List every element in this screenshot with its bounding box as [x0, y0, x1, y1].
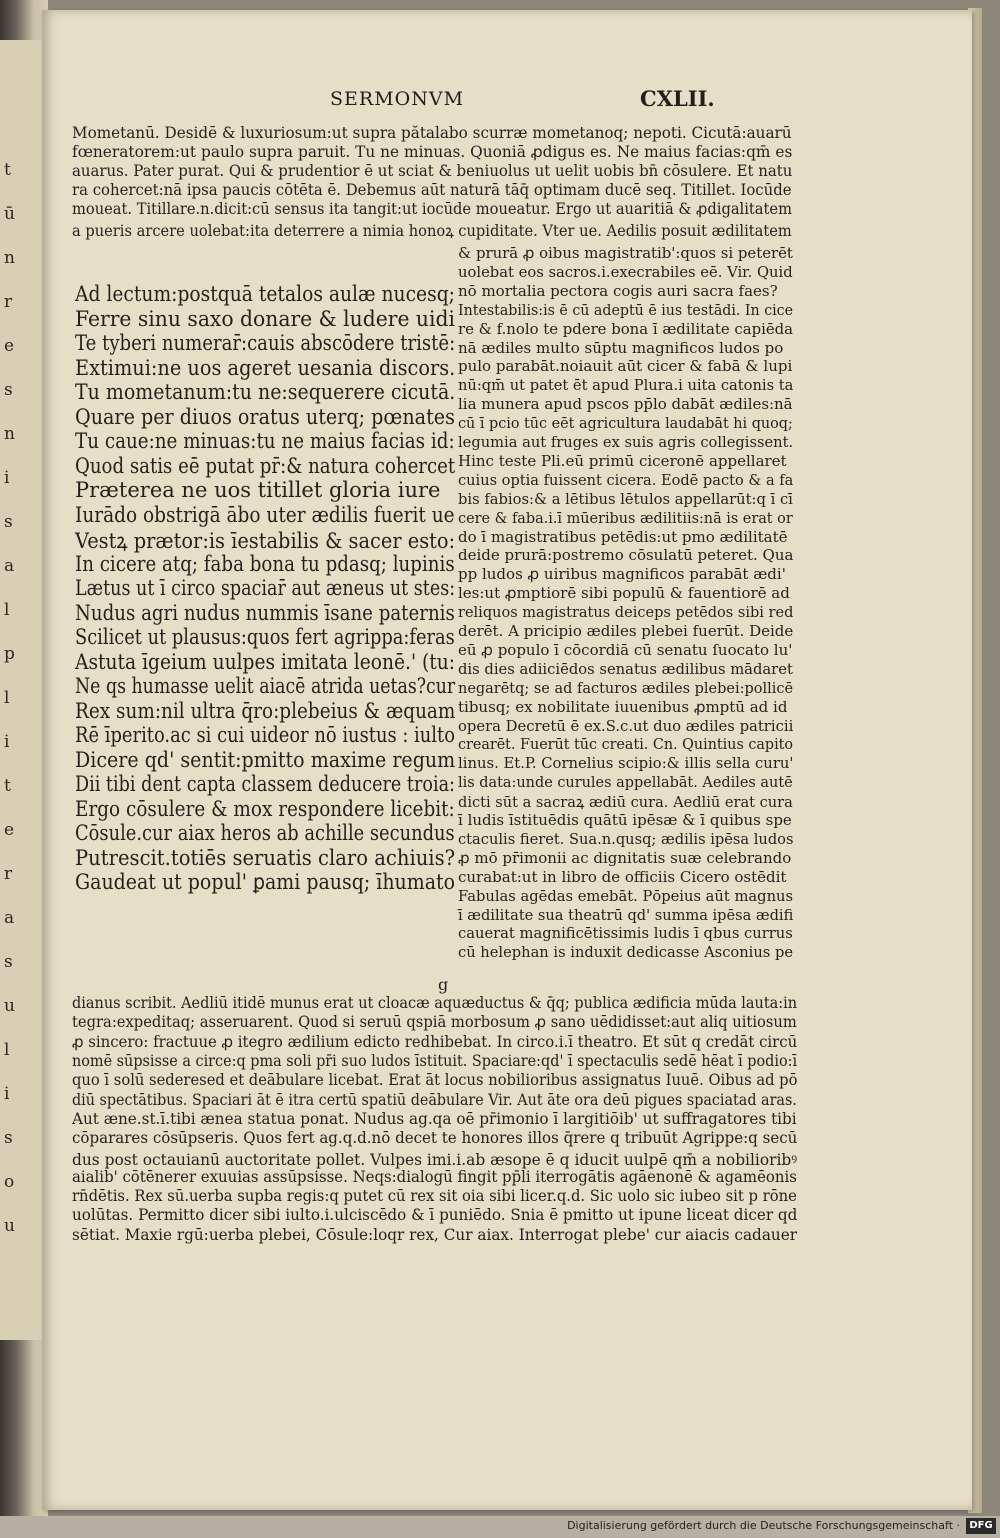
- verse-line: Rex sum:nil ultra q̄ro:plebeius & æquam: [75, 698, 456, 723]
- verse-line: Putrescit.totiēs seruatis claro achiuis?: [75, 845, 456, 870]
- left-page-glyph: p: [4, 644, 16, 664]
- commentary-line: legumia aut fruges ex suis agris collegissent.: [458, 433, 794, 451]
- commentary-line: cōparares cōsūpseris. Quos fert ag.q.d.nō decet te honores illos q̄rere q tribuūt Agrippe:q secū: [72, 1129, 798, 1148]
- commentary-line: tibusq; ex nobilitate iuuenibus ꝓmptū ad id: [458, 697, 788, 716]
- left-page-fragment: [0, 40, 46, 1340]
- verse-line: Rē īperito.ac si cui uideor nō iustus : iulto: [75, 723, 455, 747]
- commentary-line: negarētq; se ad facturos ædiles plebei:pollicē: [458, 678, 794, 697]
- commentary-line: tegra:expeditaq; asseruarent. Quod si seruū qspiā morbosum ꝓ sano uēdidisset:aut aliq uitiosum: [72, 1013, 797, 1032]
- commentary-line: les:ut ꝓmptiorē sibi populū & fauentiorē ad: [458, 584, 790, 603]
- footer-credit: Digitalisierung gefördert durch die Deutsche Forschungsgemeinschaft ·: [567, 1519, 960, 1532]
- left-page-glyph: i: [4, 732, 11, 752]
- verse-line: Tu mometanum:tu ne:sequerere cicutā.: [75, 380, 456, 404]
- left-page-glyph: s: [4, 512, 14, 532]
- left-page-glyph: e: [4, 336, 16, 356]
- verse-line: Quare per diuos oratus uterq; pœnates: [75, 404, 455, 429]
- commentary-line: lis data:unde curules appellabāt. Aediles autē: [458, 773, 793, 792]
- left-page-glyph: r: [4, 292, 14, 312]
- commentary-line: bis fabios:& a lētibus lētulos appellarūt:q ī cī: [458, 489, 793, 508]
- commentary-line: curabat:ut in libro de officiis Cicero ostēdit: [458, 867, 787, 886]
- commentary-line: nū:qm̄ ut patet ēt apud Plura.i uita catonis ta: [458, 376, 794, 395]
- commentary-line: moueat. Titillare.n.dicit:cū sensus ita tangit:ut iocūde moueatur. Ergo ut auaritiā & ꝓdigalitatem: [72, 200, 792, 218]
- commentary-line: Aut æne.st.ī.tibi ænea statua ponat. Nudus ag.qa oē pr̄imonio ī largitiōib' ut suffragatores tibi: [72, 1109, 797, 1128]
- left-page-glyph: s: [4, 952, 14, 972]
- commentary-line: sētiat. Maxie rgū:uerba plebei, Cōsule:loqr rex, Cur aiax. Interrogat plebe' cur aiacis cadauer: [72, 1225, 798, 1244]
- running-header-title: SERMONVM: [330, 88, 465, 110]
- left-page-glyph: s: [4, 380, 14, 400]
- verse-line: Lætus ut ī circo spaciar̄ aut æneus ut stes:: [75, 576, 456, 600]
- left-page-glyph: n: [4, 248, 16, 268]
- left-page-glyph: r: [4, 864, 14, 884]
- commentary-line: dicti sūt a sacraꝝ ædiū cura. Aedliū erat cura: [458, 793, 793, 812]
- commentary-line: cauerat magnificētissimis ludis ī qbus currus: [458, 924, 793, 943]
- left-page-glyph: u: [4, 1216, 16, 1236]
- commentary-line: nomē sūpsisse a circe:q pma soli pr̄i suo ludos īstituit. Spaciare:qd' ī spectaculis sedē hēat ī podio:ī: [72, 1051, 798, 1070]
- commentary-line: ctaculis fieret. Sua.n.qusq; ædilis ipēsa ludos: [458, 829, 794, 848]
- stray-mark: g: [438, 975, 449, 994]
- commentary-line: cū helephan is induxit dedicasse Asconius pe: [458, 943, 794, 962]
- verse-line: Ad lectum:postquā tetalos aulæ nucesq;: [75, 282, 455, 306]
- left-page-glyph: e: [4, 820, 16, 840]
- commentary-line: nō mortalia pectora cogis auri sacra faes?: [458, 281, 778, 300]
- verse-line: Ferre sinu saxo donare & ludere uidi: [75, 306, 456, 331]
- commentary-line: ꝓ sincero: fractuue ꝓ itegro ædilium edicto redhibebat. In circo.i.ī theatro. Et sūt q credāt circū: [72, 1032, 798, 1051]
- commentary-line: dus post octauianū auctoritate pollet. Vulpes imi.i.ab æsope ē q iducit uulpē qm̄ a nobilioribꝰ: [72, 1151, 798, 1170]
- commentary-line: dianus scribit. Aedliū itidē munus erat ut cloacæ aquæductus & q̄q; publica ædificia mūda lauta:in: [72, 994, 798, 1012]
- verse-line: Tu caue:ne minuas:tu ne maius facias id:: [75, 429, 455, 453]
- commentary-line: ra cohercet:nā ipsa paucis cōtēta ē. Debemus aūt naturā tāq̄ optimam ducē seq. Titillet. Iocūde: [72, 181, 792, 199]
- verse-line: Scilicet ut plausus:quos fert agrippa:feras: [75, 625, 455, 649]
- left-page-glyph: ū: [4, 204, 16, 224]
- verse-line: Nudus agri nudus nummis īsane paternis: [75, 600, 455, 625]
- commentary-line: aialib' cōtēnerer exuuias assūpsisse. Neqs:dialogū fingit pp̄li iterrogātis agāenonē & agamēonis: [72, 1167, 797, 1186]
- commentary-line: dis dies adiiciēdos senatus ædilibus mādaret: [458, 659, 793, 678]
- commentary-line: a pueris arcere uolebat:ita deterrere a nimia honoꝝ cupiditate. Vter ue. Aedilis posuit ædilitatem: [72, 222, 792, 240]
- left-page-glyph: t: [4, 776, 12, 796]
- verse-line: Vestꝝ prætor:is īestabilis & sacer esto:: [75, 529, 456, 553]
- verse-line: Te tyberi numerar̄:cauis abscōdere tristē:: [75, 331, 456, 355]
- left-page-glyph: i: [4, 1084, 11, 1104]
- commentary-line: Intestabilis:is ē cū adeptū ē ius testādi. In cice: [458, 300, 794, 319]
- footer-bar: [0, 1516, 1000, 1538]
- verse-line: Ne qs humasse uelit aiacē atrida uetas?cur: [75, 674, 456, 698]
- left-page-glyph: l: [4, 600, 11, 620]
- verse-line: Astuta īgeium uulpes imitata leonē.' (tu:: [75, 649, 456, 674]
- left-page-glyph: n: [4, 424, 16, 444]
- commentary-line: uolūtas. Permitto dicer sibi iulto.i.ulciscēdo & ī puniēdo. Snia ē pmitto ut ipune liceat dicer qd: [72, 1206, 798, 1225]
- verse-line: Quod satis eē putat pr̄:& natura cohercet: [75, 453, 456, 478]
- commentary-line: re & f.nolo te pdere bona ī ædilitate capiēda: [458, 319, 794, 338]
- commentary-line: ꝓ mō pr̄imonii ac dignitatis suæ celebrando: [458, 848, 792, 867]
- verse-line: Cōsule.cur aiax heros ab achille secundus: [75, 821, 455, 845]
- verse-line: Iurādo obstrigā ābo uter ædilis fuerit ue: [75, 502, 455, 527]
- commentary-line: Hinc teste Pli.eū primū ciceronē appellaret: [458, 451, 787, 470]
- verse-line: Præterea ne uos titillet gloria iure: [75, 478, 441, 502]
- commentary-line: nā ædiles multo sūptu magnificos ludos po: [458, 338, 784, 357]
- commentary-line: pp ludos ꝓ uiribus magnificos parabāt ædi': [458, 565, 786, 584]
- commentary-line: cere & faba.i.ī mūeribus ædilitiis:nā is erat or: [458, 508, 793, 527]
- commentary-line: deide prurā:postremo cōsulatū peteret. Qua: [458, 546, 794, 565]
- left-page-glyph: o: [4, 1172, 16, 1192]
- dfg-logo: DFG: [966, 1518, 996, 1534]
- commentary-line: & prurā ꝓ oibus magistratib':quos si peterēt: [458, 244, 793, 262]
- verse-line: Dicere qd' sentit:pmitto maxime regum: [75, 747, 456, 772]
- commentary-line: pulo parabāt.noiauit aūt cicer & fabā & lupi: [458, 357, 793, 376]
- left-page-glyph: s: [4, 1128, 14, 1148]
- left-page-glyph: l: [4, 688, 11, 708]
- commentary-line: ī ædilitate sua theatrū qd' summa ipēsa ædifi: [458, 905, 794, 924]
- commentary-line: Mometanū. Desidē & luxuriosum:ut supra pătalabo scurræ mometanoq; nepoti. Cicutā:auarū: [72, 124, 792, 142]
- commentary-line: reliquos magistratus deiceps petēdos sibi red: [458, 603, 794, 622]
- commentary-line: auarus. Pater purat. Qui & prudentior ē ut sciat & beniuolus ut uelit uobis bn̄ cōsulere. Et natu: [72, 162, 793, 180]
- verse-line: Extimui:ne uos ageret uesania discors.: [75, 355, 456, 380]
- verse-line: In cicere atq; faba bona tu pdasq; lupinis: [75, 551, 455, 576]
- commentary-line: opera Decretū ē ex.S.c.ut duo ædiles patricii: [458, 716, 794, 735]
- commentary-line: derēt. A pricipio ædiles plebei fuerūt. Deide: [458, 622, 794, 640]
- commentary-line: rn̄dētis. Rex sū.uerba supba regis:q putet cū rex sit oia sibi licer.q.d. Sic uolo sic iubeo sit p rōne: [72, 1187, 797, 1205]
- verse-line: Gaudeat ut popul' ꝑami pausq; īhumato: [75, 870, 456, 894]
- commentary-line: linus. Et.P. Cornelius scipio:& illis sella curu': [458, 754, 794, 773]
- commentary-line: crearēt. Fuerūt tūc creati. Cn. Quintius capito: [458, 735, 794, 754]
- left-page-glyph: u: [4, 996, 16, 1016]
- commentary-line: uolebat eos sacros.i.execrabiles eē. Vir. Quid: [458, 262, 793, 281]
- commentary-line: cū ī pcio tūc eēt agricultura laudabāt hi quoq;: [458, 414, 793, 433]
- commentary-line: lia munera apud pscos pp̄lo dabāt ædiles:nā: [458, 395, 793, 414]
- commentary-line: diū spectātibus. Spaciari āt ē itra certū spatiū deābulare Vir. Aut āte ora deū pigues spaciatad aras.: [72, 1090, 797, 1109]
- commentary-line: Fabulas agēdas emebāt. Pōpeius aūt magnus: [458, 886, 794, 905]
- commentary-line: quo ī solū sederesed et deābulare licebat. Erat āt locus nobilioribus assignatus Iuuē. Oibus ad pō: [72, 1071, 798, 1090]
- left-page-glyph: a: [4, 908, 16, 928]
- commentary-line: do ī magistratibus petēdis:ut pmo ædilitatē: [458, 527, 788, 546]
- verse-line: Dii tibi dent capta classem deducere troia:: [75, 772, 455, 796]
- left-page-glyph: i: [4, 468, 11, 488]
- verse-line: Ergo cōsulere & mox respondere licebit:: [75, 796, 455, 821]
- left-page-glyph: t: [4, 160, 12, 180]
- commentary-line: eū ꝓ populo ī cōcordiā cū senatu ſuocato lu': [458, 640, 793, 659]
- folio-number: CXLII.: [640, 86, 715, 111]
- left-page-glyph: l: [4, 1040, 11, 1060]
- commentary-line: cuius optia fuissent cicera. Eodē pacto & a fa: [458, 470, 794, 489]
- commentary-line: fœneratorem:ut paulo supra paruit. Tu ne minuas. Quoniā ꝓdigus es. Ne maius facias:qm̄ es: [72, 143, 793, 161]
- left-page-glyph: a: [4, 556, 16, 576]
- commentary-line: ī ludis īstituēdis quātū ipēsæ & ī quibus spe: [458, 811, 792, 829]
